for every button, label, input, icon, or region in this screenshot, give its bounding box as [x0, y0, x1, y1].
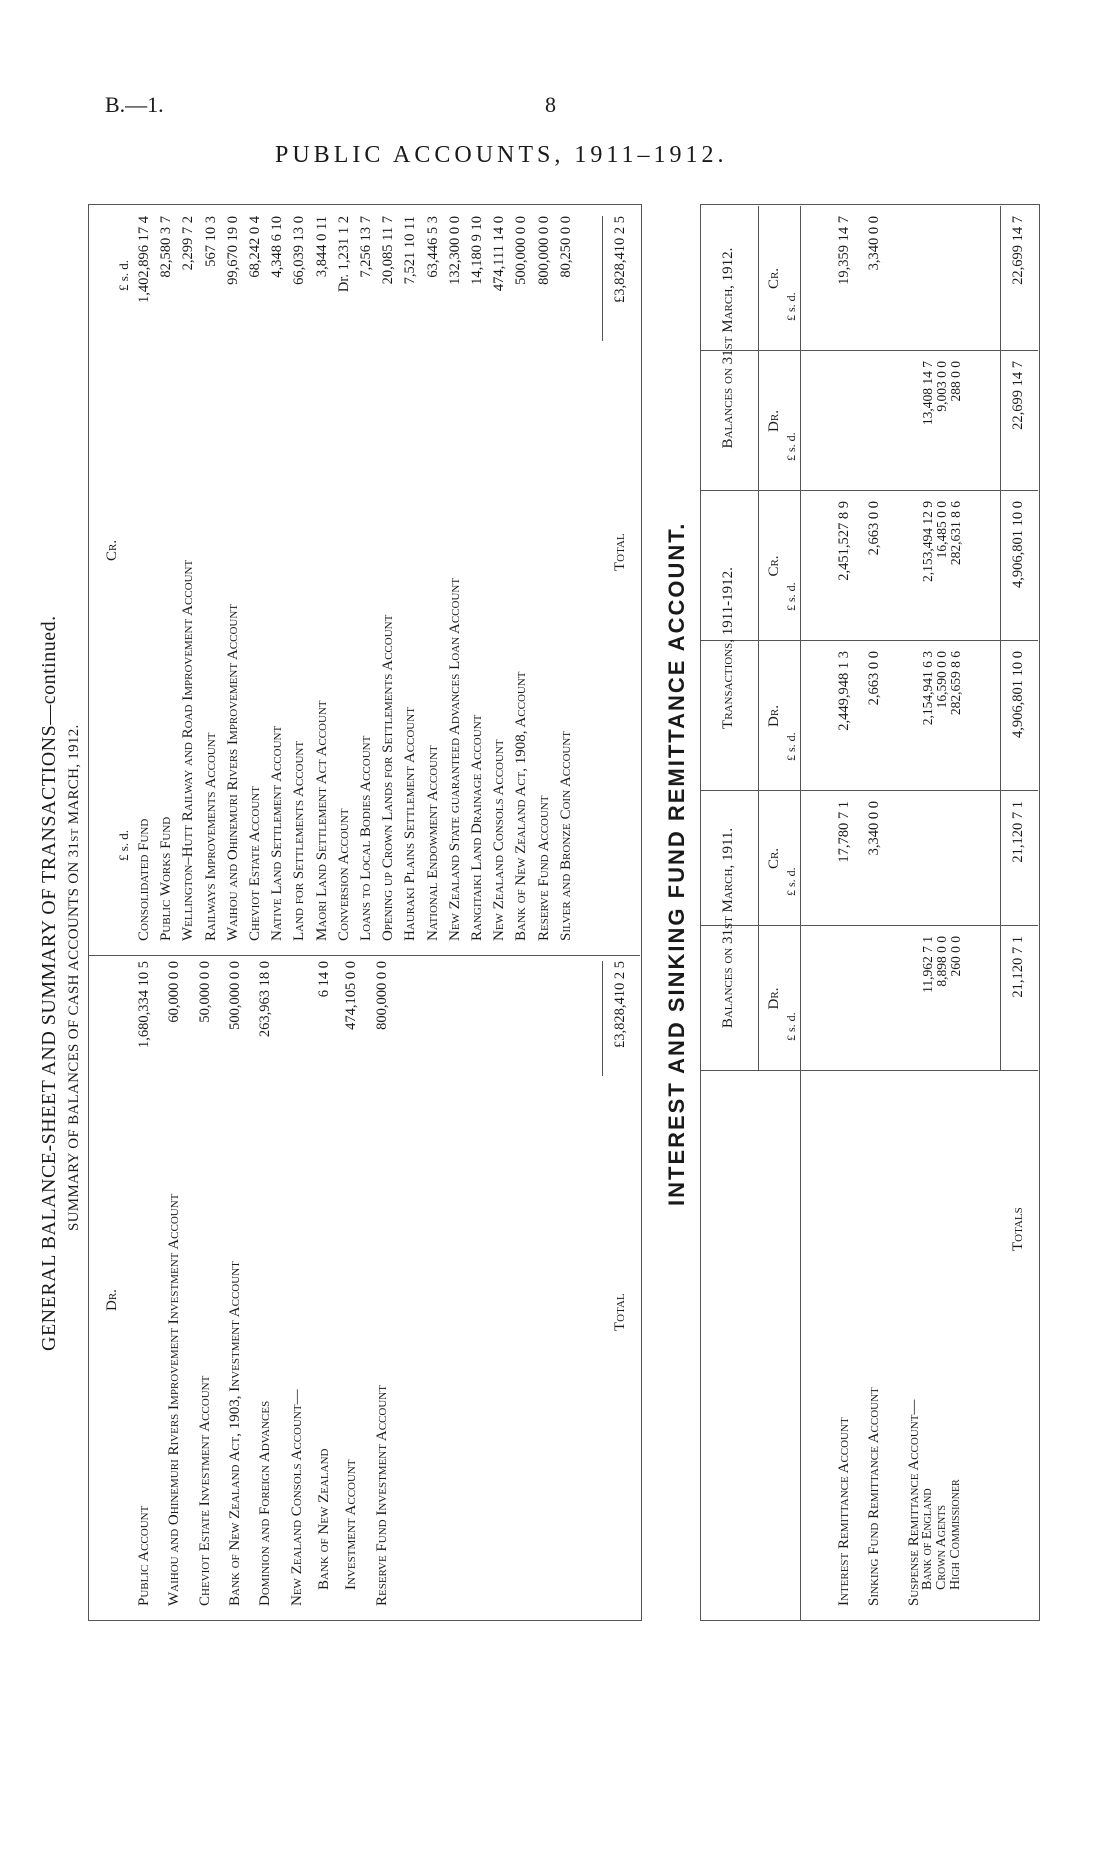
cr-row-label: Cheviot Estate Account — [247, 786, 263, 941]
cr-row-label: Reserve Fund Account — [535, 795, 552, 941]
remittance-row-label: Bank of England — [920, 1488, 935, 1590]
remittance-group-header: Balances on 31st March, 1912. — [720, 247, 736, 449]
remittance-row-label: Sinking Fund Remittance Account — [866, 1387, 882, 1606]
cr-row-amount: 500,000 0 0 — [513, 216, 530, 285]
dr-row-amount: 60,000 0 0 — [166, 961, 182, 1023]
cr-row-label: Railways Improvements Account — [202, 732, 219, 941]
dr-row-label: Cheviot Estate Investment Account — [197, 1375, 213, 1606]
cr-row-amount: 20,085 11 7 — [380, 216, 397, 285]
cr-row-amount: 4,348 6 10 — [269, 216, 286, 278]
remittance-cell: 282,659 8 6 — [948, 651, 963, 716]
remittance-cell: 3,340 0 0 — [866, 801, 882, 856]
dr-row-label: New Zealand Consols Account— — [289, 1389, 305, 1606]
remittance-sub-header: Dr. — [766, 705, 782, 727]
cr-row-label: Conversion Account — [335, 808, 352, 941]
remittance-cell: 13,408 14 7 — [920, 361, 935, 426]
balance-sheet-subtitle: SUMMARY OF BALANCES OF CASH ACCOUNTS ON 31st MARCH, 1912. — [66, 724, 82, 1231]
remittance-cell: 16,485 0 0 — [934, 501, 949, 559]
remittance-row-label: High Commissioner — [948, 1479, 963, 1590]
cr-row-amount: 1,402,896 17 4 — [136, 216, 152, 303]
remittance-cell: 16,590 0 0 — [934, 651, 949, 709]
cr-row-label: Wellington–Hutt Railway and Road Improvement Account — [180, 559, 197, 941]
remittance-column-rule — [700, 790, 1038, 791]
dr-row-label: Public Account — [136, 1505, 152, 1606]
remittance-cell: 260 0 0 — [948, 936, 963, 977]
cr-row-amount: 66,039 13 0 — [291, 216, 308, 285]
cr-row-label: Public Works Fund — [158, 816, 175, 941]
dr-row-amount: 1,680,334 10 5 — [136, 961, 152, 1048]
cr-row-label: New Zealand Consols Account — [491, 739, 508, 941]
cr-row-amount: 14,180 9 10 — [469, 216, 485, 285]
dr-row-amount: 50,000 0 0 — [197, 961, 213, 1023]
cr-row-amount: Dr. 1,231 1 2 — [335, 216, 352, 293]
page-reference: B.—1. — [105, 92, 164, 117]
dr-currency-heading: £ s. d. — [116, 829, 131, 861]
dr-total-label: Total — [612, 1293, 628, 1331]
remittance-cell: 282,631 8 6 — [948, 501, 963, 566]
balance-sheet-divider — [88, 955, 640, 956]
cr-row-label: Consolidated Fund — [136, 818, 152, 941]
cr-row-label: Silver and Bronze Coin Account — [557, 731, 574, 941]
cr-row-amount: 80,250 0 0 — [557, 216, 574, 278]
remittance-currency-heading: £ s. d. — [784, 1012, 798, 1041]
cr-row-label: National Endowment Account — [424, 745, 441, 941]
dr-row-amount: 263,963 18 0 — [257, 961, 273, 1038]
remittance-cell: 8,898 0 0 — [934, 936, 949, 987]
cr-total-label: Total — [612, 533, 628, 571]
remittance-row-label: Suspense Remittance Account— — [906, 1399, 922, 1606]
remittance-cell: 2,663 0 0 — [866, 501, 882, 556]
cr-row-amount: 68,242 0 4 — [247, 216, 263, 278]
cr-row-label: Waihou and Ohinemuri Rivers Improvement Account — [224, 603, 241, 941]
remittance-currency-heading: £ s. d. — [784, 432, 798, 461]
remittance-currency-heading: £ s. d. — [784, 732, 798, 761]
dr-row-label: Waihou and Ohinemuri Rivers Improvement Investment Account — [166, 1193, 182, 1606]
remittance-sub-header: Cr. — [766, 847, 782, 870]
remittance-row-label: Interest Remittance Account — [836, 1417, 852, 1606]
cr-heading: Cr. — [104, 539, 120, 561]
dr-row-label: Dominion and Foreign Advances — [257, 1400, 273, 1606]
cr-row-label: Native Land Settlement Account — [269, 725, 286, 941]
dr-row-label: Investment Account — [343, 1459, 359, 1590]
remittance-group-header: Transactions, 1911-1912. — [720, 567, 736, 729]
remittance-total-cell: 22,699 14 7 — [1010, 361, 1026, 430]
remittance-cell: 2,154,941 6 3 — [920, 651, 935, 726]
remittance-group-rule — [758, 206, 759, 1071]
remittance-sub-header: Cr. — [766, 555, 782, 577]
dr-total-rule — [602, 961, 603, 1076]
cr-total-amount: £3,828,410 2 5 — [612, 216, 628, 303]
cr-row-label: Hauraki Plains Settlement Account — [402, 707, 419, 941]
dr-row-amount: 500,000 0 0 — [227, 961, 243, 1030]
cr-row-amount: 567 10 3 — [202, 216, 219, 267]
cr-row-amount: 63,446 5 3 — [424, 216, 441, 278]
remittance-cell: 2,663 0 0 — [866, 651, 882, 706]
dr-row-label: Bank of New Zealand — [316, 1448, 332, 1590]
cr-row-label: New Zealand State guaranteed Advances Loan Account — [446, 577, 463, 941]
cr-row-amount: 474,111 14 0 — [491, 216, 508, 292]
remittance-sub-header: Dr. — [766, 410, 782, 432]
remittance-total-cell: 21,120 7 1 — [1010, 936, 1026, 998]
cr-row-amount: 3,844 0 11 — [313, 216, 330, 278]
page-title: PUBLIC ACCOUNTS, 1911–1912. — [275, 142, 728, 168]
remittance-cell: 2,451,527 8 9 — [836, 501, 852, 581]
remittance-sub-header: Cr. — [766, 267, 782, 290]
cr-row-label: Opening up Crown Lands for Settlements Account — [380, 614, 397, 941]
remittance-cell: 288 0 0 — [948, 361, 963, 402]
cr-row-label: Land for Settlements Account — [291, 740, 308, 941]
cr-row-amount: 82,580 3 7 — [158, 216, 175, 278]
remittance-cell: 2,153,494 12 9 — [920, 501, 935, 582]
remittance-group-header: Balances on 31st March, 1911. — [720, 827, 736, 1029]
cr-row-amount: 99,670 19 0 — [224, 216, 241, 285]
remittance-currency-heading: £ s. d. — [784, 292, 798, 321]
dr-total-amount: £3,828,410 2 5 — [612, 961, 628, 1048]
cr-total-rule — [602, 216, 603, 341]
remittance-cell: 2,449,948 1 3 — [836, 651, 852, 731]
dr-row-amount: 800,000 0 0 — [374, 961, 390, 1030]
remittance-totals-rule — [1000, 206, 1001, 1071]
remittance-column-rule — [700, 1070, 1038, 1071]
remittance-totals-label: Totals — [1010, 1207, 1026, 1251]
remittance-currency-heading: £ s. d. — [784, 867, 798, 896]
remittance-total-cell: 22,699 14 7 — [1010, 216, 1026, 285]
remittance-total-cell: 4,906,801 10 0 — [1010, 651, 1026, 738]
dr-row-label: Bank of New Zealand Act, 1903, Investment Account — [227, 1261, 243, 1606]
balance-sheet-title: GENERAL BALANCE-SHEET AND SUMMARY OF TRANSACTIONS—continued. — [38, 615, 60, 1351]
cr-row-amount: 800,000 0 0 — [535, 216, 552, 285]
cr-row-amount: 132,300 0 0 — [446, 216, 463, 285]
page-number: 8 — [545, 92, 556, 117]
dr-row-amount: 6 14 0 — [316, 961, 332, 998]
remittance-cell: 11,962 7 1 — [920, 936, 935, 993]
dr-row-amount: 474,105 0 0 — [343, 961, 359, 1030]
dr-row-label: Reserve Fund Investment Account — [374, 1385, 390, 1606]
cr-row-amount: 2,299 7 2 — [180, 216, 197, 271]
cr-row-label: Maori Land Settlement Act Account — [313, 700, 330, 941]
cr-row-amount: 7,521 10 11 — [402, 216, 419, 285]
remittance-row-label: Crown Agents — [934, 1505, 949, 1590]
remittance-sub-header: Dr. — [766, 987, 782, 1010]
remittance-cell: 3,340 0 0 — [866, 216, 882, 271]
cr-row-label: Bank of New Zealand Act, 1908, Account — [513, 671, 530, 941]
remittance-total-cell: 21,120 7 1 — [1010, 801, 1026, 863]
remittance-cell: 19,359 14 7 — [836, 216, 852, 285]
cr-row-amount: 7,256 13 7 — [358, 216, 374, 278]
remittance-header-rule — [800, 206, 801, 1621]
remittance-currency-heading: £ s. d. — [784, 582, 798, 611]
remittance-title: INTEREST AND SINKING FUND REMITTANCE ACCOUNT. — [664, 521, 689, 1206]
remittance-cell: 17,780 7 1 — [836, 801, 852, 863]
cr-row-label: Loans to Local Bodies Account — [358, 735, 374, 941]
dr-heading: Dr. — [104, 1289, 120, 1311]
cr-currency-heading: £ s. d. — [116, 259, 131, 291]
remittance-cell: 9,003 0 0 — [934, 361, 949, 412]
cr-row-label: Rangitaiki Land Drainage Account — [469, 714, 485, 941]
remittance-total-cell: 4,906,801 10 0 — [1010, 501, 1026, 588]
remittance-column-rule — [700, 490, 1038, 491]
